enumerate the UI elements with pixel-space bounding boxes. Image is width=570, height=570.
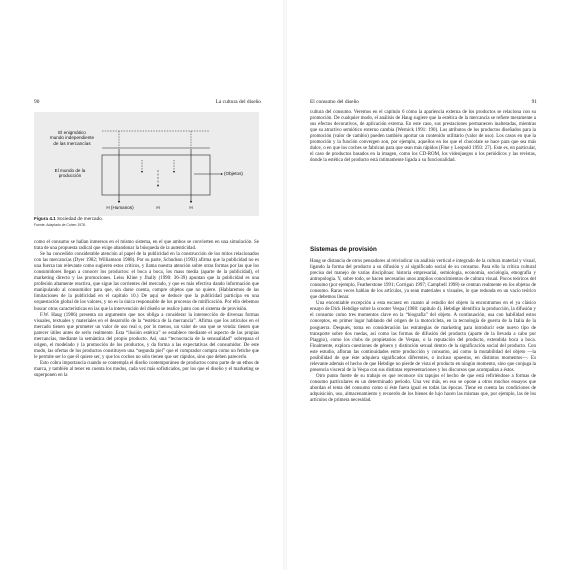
section-heading: Sistemas de provisión <box>310 246 377 253</box>
paragraph: F.W. Haug (1986) presenta un argumento que nos obliga a considerar la intersección de diversas formas visuales, textuales y materiales en el desarrollo de la “estética de la mercancía”. Afirma que los artículos en el mercado tienen que prometer un valor de uso real o, por lo menos, un valor de uso que se venda: tienen que parecer útiles antes de serlo realmente. Esta “ilusión estética” se establece mediante el aspecto de las propias mercancías, mediante la semántica del propio producto. Así, una “tecnocracia de la sensualidad” sobrepasa el origen, el modelado y la promoción de los productos, y da forma a las expectativas del consumidor. De este modo, las ofertas de los productos constituyen una “segunda piel” que el comprador compra como un fetiche que le permite ser lo que él quiere ser, y que los coches no sólo tienen que ser rápidos, sino que deben parecerlo. <box>34 312 259 360</box>
left-body-text <box>34 240 259 379</box>
label-h-middle: H <box>156 205 160 210</box>
right-running-title: El consumo del diseño <box>310 99 359 105</box>
paragraph: Esto cobra importancia cuando se contempla el diseño contemporáneo de productos como parte de un ethos de marca, y también al tener en cuenta los modos, cada vez más sofisticados, por los que el diseño y el marketing se superponen en la <box>34 360 259 379</box>
production-world-box <box>102 155 210 195</box>
figure-caption <box>34 216 259 222</box>
paragraph: como el consumo se hallan inmersos en el mismo sistema, en el que ambos se convierten en una simulación. Se trata de una propuesta radical que exige abandonar la búsqueda de la autenticidad. <box>34 240 259 252</box>
label-h-right: H <box>189 205 193 210</box>
figure-source: Fuente: Adaptado de Cohen 1978. <box>34 223 86 227</box>
paragraph: Otro punto fuerte de su trabajo es que reconoce sin tapujos el hecho de que está refiriéndose a formas de consumo particulares en un determinado periodo. Una vez más, en eso se opone a otros muchos ensayos que abordan el tema del consumo como si éste fuera igual en todas las épocas. Tiene en cuenta las condiciones de adquisición, uso, almacenamiento y recuerdo de los bienes de lujo hacen las mismas que, por ejemplo, las de los artículos de primera necesidad. <box>310 373 536 404</box>
right-page-number: 91 <box>531 99 537 105</box>
paragraph: Una encomiable excepción a esta escasez en cuanto al estudio del objeto la encontramos en el ya clásico ensayo de Dick Hebdige sobre la scooter Vespa (1988: capítulo 4). Hebdige identifica la producción, la difusión y el consumo como tres momentos clave en la “biografía” del objeto. A continuación, usa con habilidad estos conceptos, en primer lugar hablando del origen de la motocicleta, en la tecnología de guerra de la Italia de la posguerra. Después, toma en consideración las estrategias de marketing para introducir este nuevo tipo de transporte sobre dos ruedas, así como las formas de difusión del producto (aparte de la llevada a cabo por Piaggio), como los clubs de propietarios de Vespas, o la reputación del producto, extendida boca a boca. Finalmente, explora cuestiones de género y distinción sexual dentro de la significación social del producto. Con este estudio, afloran las continuidades entre producción y consumo, así como la mutabilidad del objeto —la posibilidad de que éste adquiera significados diferentes, o incluso opuestos, en distintos momentos—. Es relevante además el hecho de que Hebdige no pierde de vista el producto en ningún momento, sino que conjuga la presencia visceral de la Vespa con sus distintas representaciones y los discursos que acompañan a éstos. <box>310 301 536 373</box>
figure-diagram <box>34 112 259 216</box>
label-humans: H (Humanos) <box>106 205 134 210</box>
label-objects: (Objetos) <box>224 171 243 176</box>
right-body-text-top <box>310 110 536 164</box>
figure-4-1 <box>34 112 259 216</box>
left-page-number: 90 <box>34 99 40 105</box>
paragraph: cultura del consumo. Veremos en el capítulo 6 cómo la apariencia externa de los productos se relaciona con su promoción. De cualquier modo, el análisis de Haug sugiere que la estética de la mercancía se refiere meramente a sus efectos decorativos, de aplicación externa. En este caso, sus prestaciones permanecen inalteradas, mientras que su atractivo semiótico externo cambia (Wernick 1991: 190). Los atributos de los productos diseñados para la promoción (valor de cambio) pueden también aportar un contenido utilitario (valor de uso). Los casos en que la promoción y la función convergen son, por ejemplo, aquellos en los que el chocolate se hace para que sea más dulce, o en que los coches se fabrican para que sean más rápidos (Fine y Leopold 1993: 27). Este es, en particular, el caso de productos basados en la imagen, como los CD-ROM, los videojuegos o los periódicos y las revistas, donde la estética del producto está íntimamente ligada a su funcionalidad. <box>310 110 536 164</box>
right-page <box>285 0 570 570</box>
paragraph: Haug se distancia de otros pensadores al reivindicar un análisis vertical e integrado de la cultura material y visual, ligando la forma del producto a su difusión y al significado social de su consumo. Para ello la crítica cultural precisa del manejo de varias disciplinas: historia empresarial, semiología, economía, sociología, etnografía y antropología. Y, sobre todo, se hacen necesarios unos amplios conocimientos de cultura visual. Pocos teóricos del consumo (por ejemplo, Featherstone 1991; Corrigan 1997; Campbell 1998) se centran realmente en los objetos de consumo. Raras veces hablan de los artículos, ya sean materiales o visuales, lo que redunda en un vacío teórico que debemos llenar. <box>310 259 536 301</box>
paragraph: Se ha concedido considerable atención al papel de la publicidad en la construcción de los mitos relacionados con las mercancías (Dyer 1982; Williamson 1988). Por su parte, Schudson (1993) afirma que la publicidad no es una fuerza tan relevante como sugieren estos críticos, y llama nuestra atención sobre otras formas por las que los consumidores llegan a conocer los productos: el boca a boca, los mass media (aparte de la publicidad), el marketing directo y las promociones. Leiss Kline y Jhally (1990: 36-39) apuntan que la publicidad es una profesión altamente reactiva, que sigue las corrientes del mercado, y que es más efectiva dando información que manipulando al consumidor para que, sin darse cuenta, compre objetos que no quiere. (Hablaremos de las limitaciones de la publicidad en el capítulo 10.) De aquí se deduce que la publicidad participa en una orquestación global de los valores, y no es la única responsable de los procesos de mitificación. Por ello debemos buscar otras características en las que la intervención del diseño se realice junto con el sistema de provisión. <box>34 252 259 312</box>
figure-caption-text: Sociedad de mercado. <box>56 216 103 221</box>
left-running-title: La cultura del diseño <box>215 99 261 105</box>
right-body-text-bottom <box>310 259 536 404</box>
figure-number: Figura 4.1 <box>34 216 56 221</box>
label-production-world: El mundo de la producción <box>54 168 86 179</box>
label-enigmatic-world: El enigmático mundo independiente de las mercancías <box>49 130 95 146</box>
